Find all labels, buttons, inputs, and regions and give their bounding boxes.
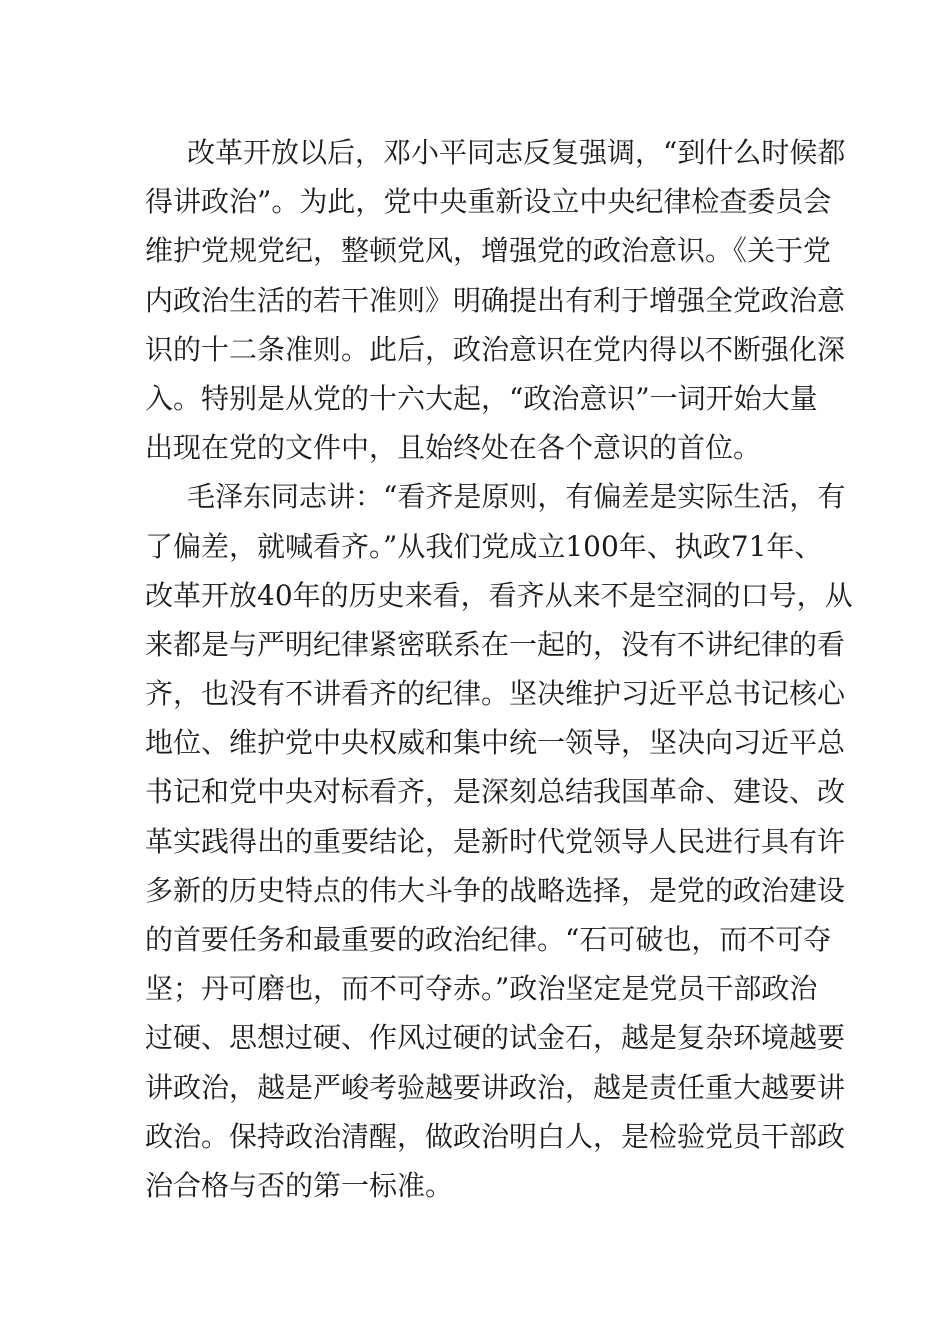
paragraph-2 [145, 472, 853, 1210]
text-line: 地位、维护党中央权威和集中统一领导，坚决向习近平总 [145, 726, 846, 760]
text-line: 了偏差，就喊看齐。”从我们党成立100年、执政71年、 [145, 529, 823, 563]
text-line: 改革开放40年的历史来看，看齐从来不是空洞的口号，从 [145, 578, 853, 612]
document-body [145, 128, 853, 1210]
text-line: 出现在党的文件中，且始终处在各个意识的首位。 [145, 431, 762, 465]
text-line: 的首要任务和最重要的政治纪律。“石可破也，而不可夺 [145, 923, 832, 956]
text-line: 治合格与否的第一标准。 [145, 1168, 454, 1202]
text-line: 书记和党中央对标看齐，是深刻总结我国革命、建设、改 [145, 775, 846, 809]
text-line: 过硬、思想过硬、作风过硬的试金石，越是复杂环境越要 [145, 1021, 846, 1055]
text-line: 来都是与严明纪律紧密联系在一起的，没有不讲纪律的看 [145, 627, 846, 661]
text-line: 改革开放以后，邓小平同志反复强调，“到什么时候都 [187, 136, 846, 169]
text-line: 入。特别是从党的十六大起，“政治意识”一词开始大量 [145, 381, 818, 415]
text-line: 内政治生活的若干准则》明确提出有利于增强全党政治意 [145, 283, 846, 317]
text-line: 维护党规党纪，整顿党风，增强党的政治意识。《关于党 [145, 234, 832, 268]
text-line: 讲政治，越是严峻考验越要讲政治，越是责任重大越要讲 [145, 1070, 846, 1104]
text-line: 坚；丹可磨也，而不可夺赤。”政治坚定是党员干部政治 [145, 972, 818, 1006]
text-line: 政治。保持政治清醒，做政治明白人，是检验党员干部政 [145, 1119, 846, 1153]
text-line: 多新的历史特点的伟大斗争的战略选择，是党的政治建设 [145, 873, 846, 907]
text-line: 齐，也没有不讲看齐的纪律。坚决维护习近平总书记核心 [145, 677, 846, 711]
paragraph-1 [145, 128, 845, 472]
text-line: 毛泽东同志讲：“看齐是原则，有偏差是实际生活，有 [187, 480, 846, 514]
text-line: 识的十二条准则。此后，政治意识在党内得以不断强化深 [145, 332, 846, 366]
text-line: 得讲政治”。为此，党中央重新设立中央纪律检查委员会 [145, 185, 832, 219]
text-line: 革实践得出的重要结论，是新时代党领导人民进行具有许 [145, 824, 846, 858]
